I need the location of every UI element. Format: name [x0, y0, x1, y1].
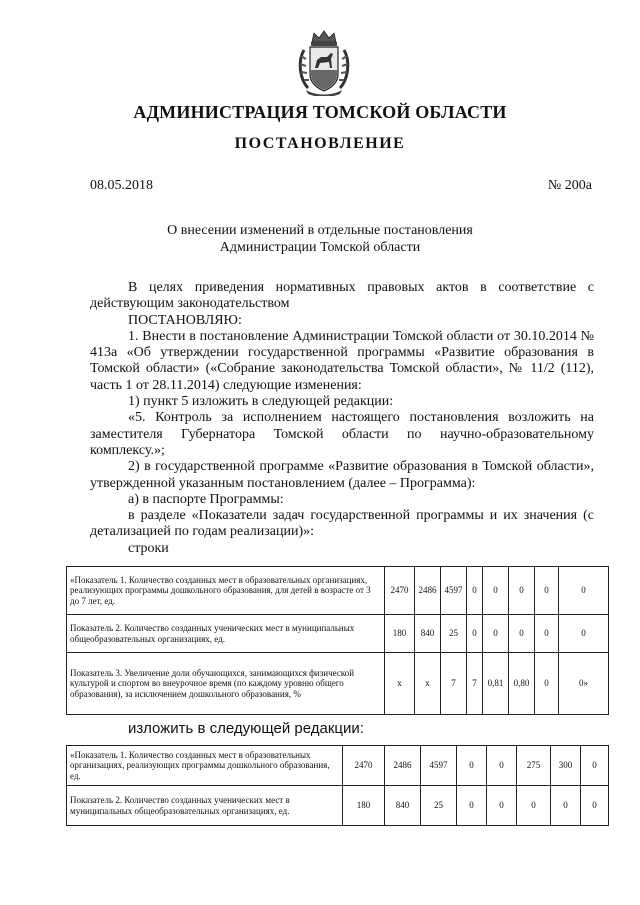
clause-1-paragraph: 1. Внести в постановление Администрации Томской области от 30.10.2014 № 413а «Об утверждении государственной программы «Развитие образования в Томской области» («Собрание законодательства Томской области», № 11/2 (112), часть 1 от 28.11.2014) следующие изменения:: [90, 328, 594, 393]
preamble-paragraph: В целях приведения нормативных правовых актов в соответствие с действующим законодательством: [90, 280, 594, 312]
table-cell: 0: [517, 786, 551, 826]
table-cell: 0,81: [483, 653, 509, 715]
indicator-label: Показатель 2. Количество созданных ученических мест в муниципальных общеобразовательных организациях, ед.: [67, 786, 343, 826]
table-cell: 0: [581, 746, 609, 786]
subject-line-1: О внесении изменений в отдельные постановления: [167, 223, 473, 238]
rows-label: строки: [128, 540, 169, 556]
table-cell: 0: [457, 786, 487, 826]
table-cell: 840: [415, 615, 441, 653]
table-cell: 0: [559, 567, 609, 615]
table-cell: 0: [509, 567, 535, 615]
table-cell: 7: [467, 653, 483, 715]
table-cell: 180: [385, 615, 415, 653]
indicator-label: Показатель 3. Увеличение доли обучающихся, занимающихся физической культурой и спортом во внеурочное время (по каждому уровню общего образования), за исключением дошкольного образования, %: [67, 653, 385, 715]
table-cell: 300: [551, 746, 581, 786]
table-cell: 275: [517, 746, 551, 786]
table-cell: 0: [535, 653, 559, 715]
table-cell: 2486: [385, 746, 421, 786]
table-cell: 840: [385, 786, 421, 826]
table-cell: x: [385, 653, 415, 715]
table-cell: 0: [559, 615, 609, 653]
table-cell: 0: [551, 786, 581, 826]
new-indicators-table: [66, 745, 609, 826]
table-cell: 0: [487, 786, 517, 826]
subclause-1-paragraph: 1) пункт 5 изложить в следующей редакции:: [128, 394, 394, 410]
indicators-section-paragraph: в разделе «Показатели задач государственной программы и их значения (с детализацией по годам реализации)»:: [90, 508, 594, 540]
subclause-a-paragraph: а) в паспорте Программы:: [128, 491, 284, 507]
table-row: [67, 567, 609, 615]
table-cell: 0: [457, 746, 487, 786]
table-cell: 0: [487, 746, 517, 786]
document-body: [90, 280, 594, 557]
document-subject: [0, 222, 640, 256]
table-cell: 0: [467, 567, 483, 615]
table-row: [67, 786, 609, 826]
indicator-label: Показатель 2. Количество созданных ученических мест в муниципальных общеобразовательных организациях, ед.: [67, 615, 385, 653]
table-cell: 4597: [441, 567, 467, 615]
table-cell: 0: [467, 615, 483, 653]
old-indicators-table: [66, 566, 609, 715]
new-edition-label: изложить в следующей редакции:: [128, 720, 364, 737]
table-cell: 2470: [343, 746, 385, 786]
table-cell: 25: [441, 615, 467, 653]
document-type-heading: ПОСТАНОВЛЕНИЕ: [234, 135, 406, 152]
table-cell: 2470: [385, 567, 415, 615]
subclause-2-paragraph: 2) в государственной программе «Развитие образования в Томской области», утвержденной указанным постановлением (далее – Программа):: [90, 459, 594, 491]
subject-line-2: Администрации Томской области: [219, 240, 421, 255]
document-number: № 200а: [547, 178, 592, 193]
table-cell: 0: [535, 567, 559, 615]
table-cell: 0: [483, 567, 509, 615]
table-cell: 0: [483, 615, 509, 653]
table-cell: 4597: [421, 746, 457, 786]
table-row: [67, 615, 609, 653]
table-row: [67, 653, 609, 715]
table-cell: 2486: [415, 567, 441, 615]
table-cell: 7: [441, 653, 467, 715]
table-cell: 0»: [559, 653, 609, 715]
table-cell: 0,80: [509, 653, 535, 715]
clause-5-quote-paragraph: «5. Контроль за исполнением настоящего постановления возложить на заместителя Губернатора Томской области по научно-образовательному комплексу.»;: [90, 410, 594, 458]
table-cell: 0: [535, 615, 559, 653]
table-cell: 180: [343, 786, 385, 826]
table-cell: x: [415, 653, 441, 715]
table-cell: 0: [581, 786, 609, 826]
indicator-label: «Показатель 1. Количество созданных мест в образовательных организациях, реализующих программы дошкольного образования, для детей в возрасте от 3 до 7 лет, ед.: [67, 567, 385, 615]
organization-title: АДМИНИСТРАЦИЯ ТОМСКОЙ ОБЛАСТИ: [133, 102, 507, 122]
resolve-heading: ПОСТАНОВЛЯЮ:: [128, 312, 242, 328]
table-cell: 0: [509, 615, 535, 653]
indicator-label: «Показатель 1. Количество созданных мест в образовательных организациях, реализующих программы дошкольного образования, ед.: [67, 746, 343, 786]
document-date: 08.05.2018: [90, 178, 153, 193]
table-cell: 25: [421, 786, 457, 826]
table-row: [67, 746, 609, 786]
tomsk-coat-of-arms-emblem: [296, 30, 352, 96]
